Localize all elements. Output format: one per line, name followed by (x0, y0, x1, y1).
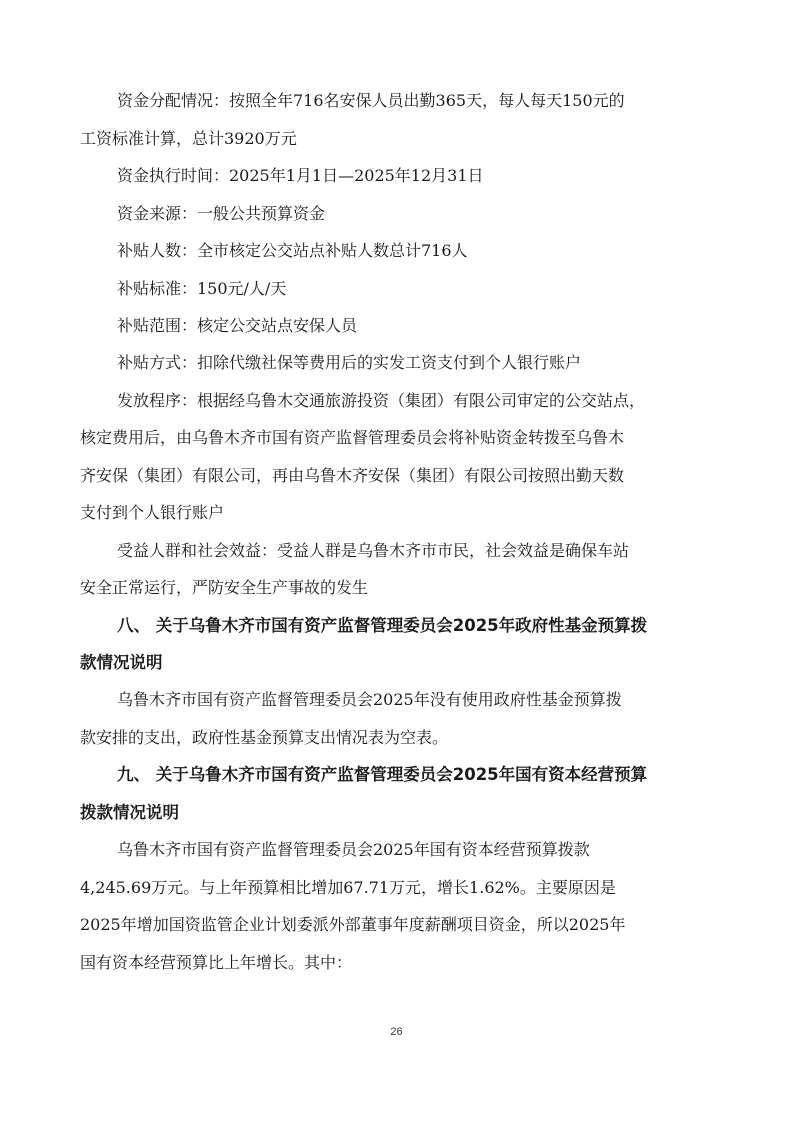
fund-allocation-line-1: 资金分配情况：按照全年716名安保人员出勤365天，每人每天150元的 (117, 91, 625, 110)
page-number: 26 (390, 1026, 403, 1038)
subsidy-count: 补贴人数：全市核定公交站点补贴人数总计716人 (117, 241, 468, 260)
section-9-heading-line-1: 九、 关于乌鲁木齐市国有资产监督管理委员会2025年国有资本经营预算 (117, 765, 648, 784)
section-8-heading-line-1: 八、 关于乌鲁木齐市国有资产监督管理委员会2025年政府性基金预算拨 (117, 616, 648, 635)
distribution-procedure-line-2: 核定费用后，由乌鲁木齐市国有资产监督管理委员会将补贴资金转拨至乌鲁木 (80, 428, 625, 447)
section-9-body-line-2: 4,245.69万元。与上年预算相比增加67.71万元，增长1.62%。主要原因是 (80, 878, 616, 897)
distribution-procedure-line-3: 齐安保（集团）有限公司，再由乌鲁木齐安保（集团）有限公司按照出勤天数 (80, 466, 625, 485)
section-9-body-line-3: 2025年增加国资监管企业计划委派外部董事年度薪酬项目资金，所以2025年 (80, 915, 626, 934)
section-8-body-line-2: 款安排的支出，政府性基金预算支出情况表为空表。 (80, 728, 449, 747)
beneficiaries-line-2: 安全正常运行，严防安全生产事故的发生 (80, 578, 369, 597)
subsidy-standard: 补贴标准：150元/人/天 (117, 279, 287, 298)
section-9-body-line-4: 国有资本经营预算比上年增长。其中： (80, 953, 353, 972)
subsidy-method: 补贴方式：扣除代缴社保等费用后的实发工资支付到个人银行账户 (117, 353, 582, 372)
section-8-body-line-1: 乌鲁木齐市国有资产监督管理委员会2025年没有使用政府性基金预算拨 (117, 690, 622, 709)
distribution-procedure-line-4: 支付到个人银行账户 (80, 503, 225, 522)
subsidy-scope: 补贴范围：核定公交站点安保人员 (117, 316, 358, 335)
fund-source: 资金来源：一般公共预算资金 (117, 204, 326, 223)
fund-allocation-line-2: 工资标准计算，总计3920万元 (80, 129, 297, 148)
section-9-heading-line-2: 拨款情况说明 (80, 803, 179, 822)
distribution-procedure-line-1: 发放程序：根据经乌鲁木交通旅游投资（集团）有限公司审定的公交站点， (117, 391, 646, 410)
section-8-heading-line-2: 款情况说明 (80, 653, 163, 672)
beneficiaries-line-1: 受益人群和社会效益：受益人群是乌鲁木齐市市民，社会效益是确保车站 (117, 541, 630, 560)
execution-period: 资金执行时间：2025年1月1日—2025年12月31日 (117, 166, 484, 185)
section-9-body-line-1: 乌鲁木齐市国有资产监督管理委员会2025年国有资本经营预算拨款 (117, 840, 590, 859)
